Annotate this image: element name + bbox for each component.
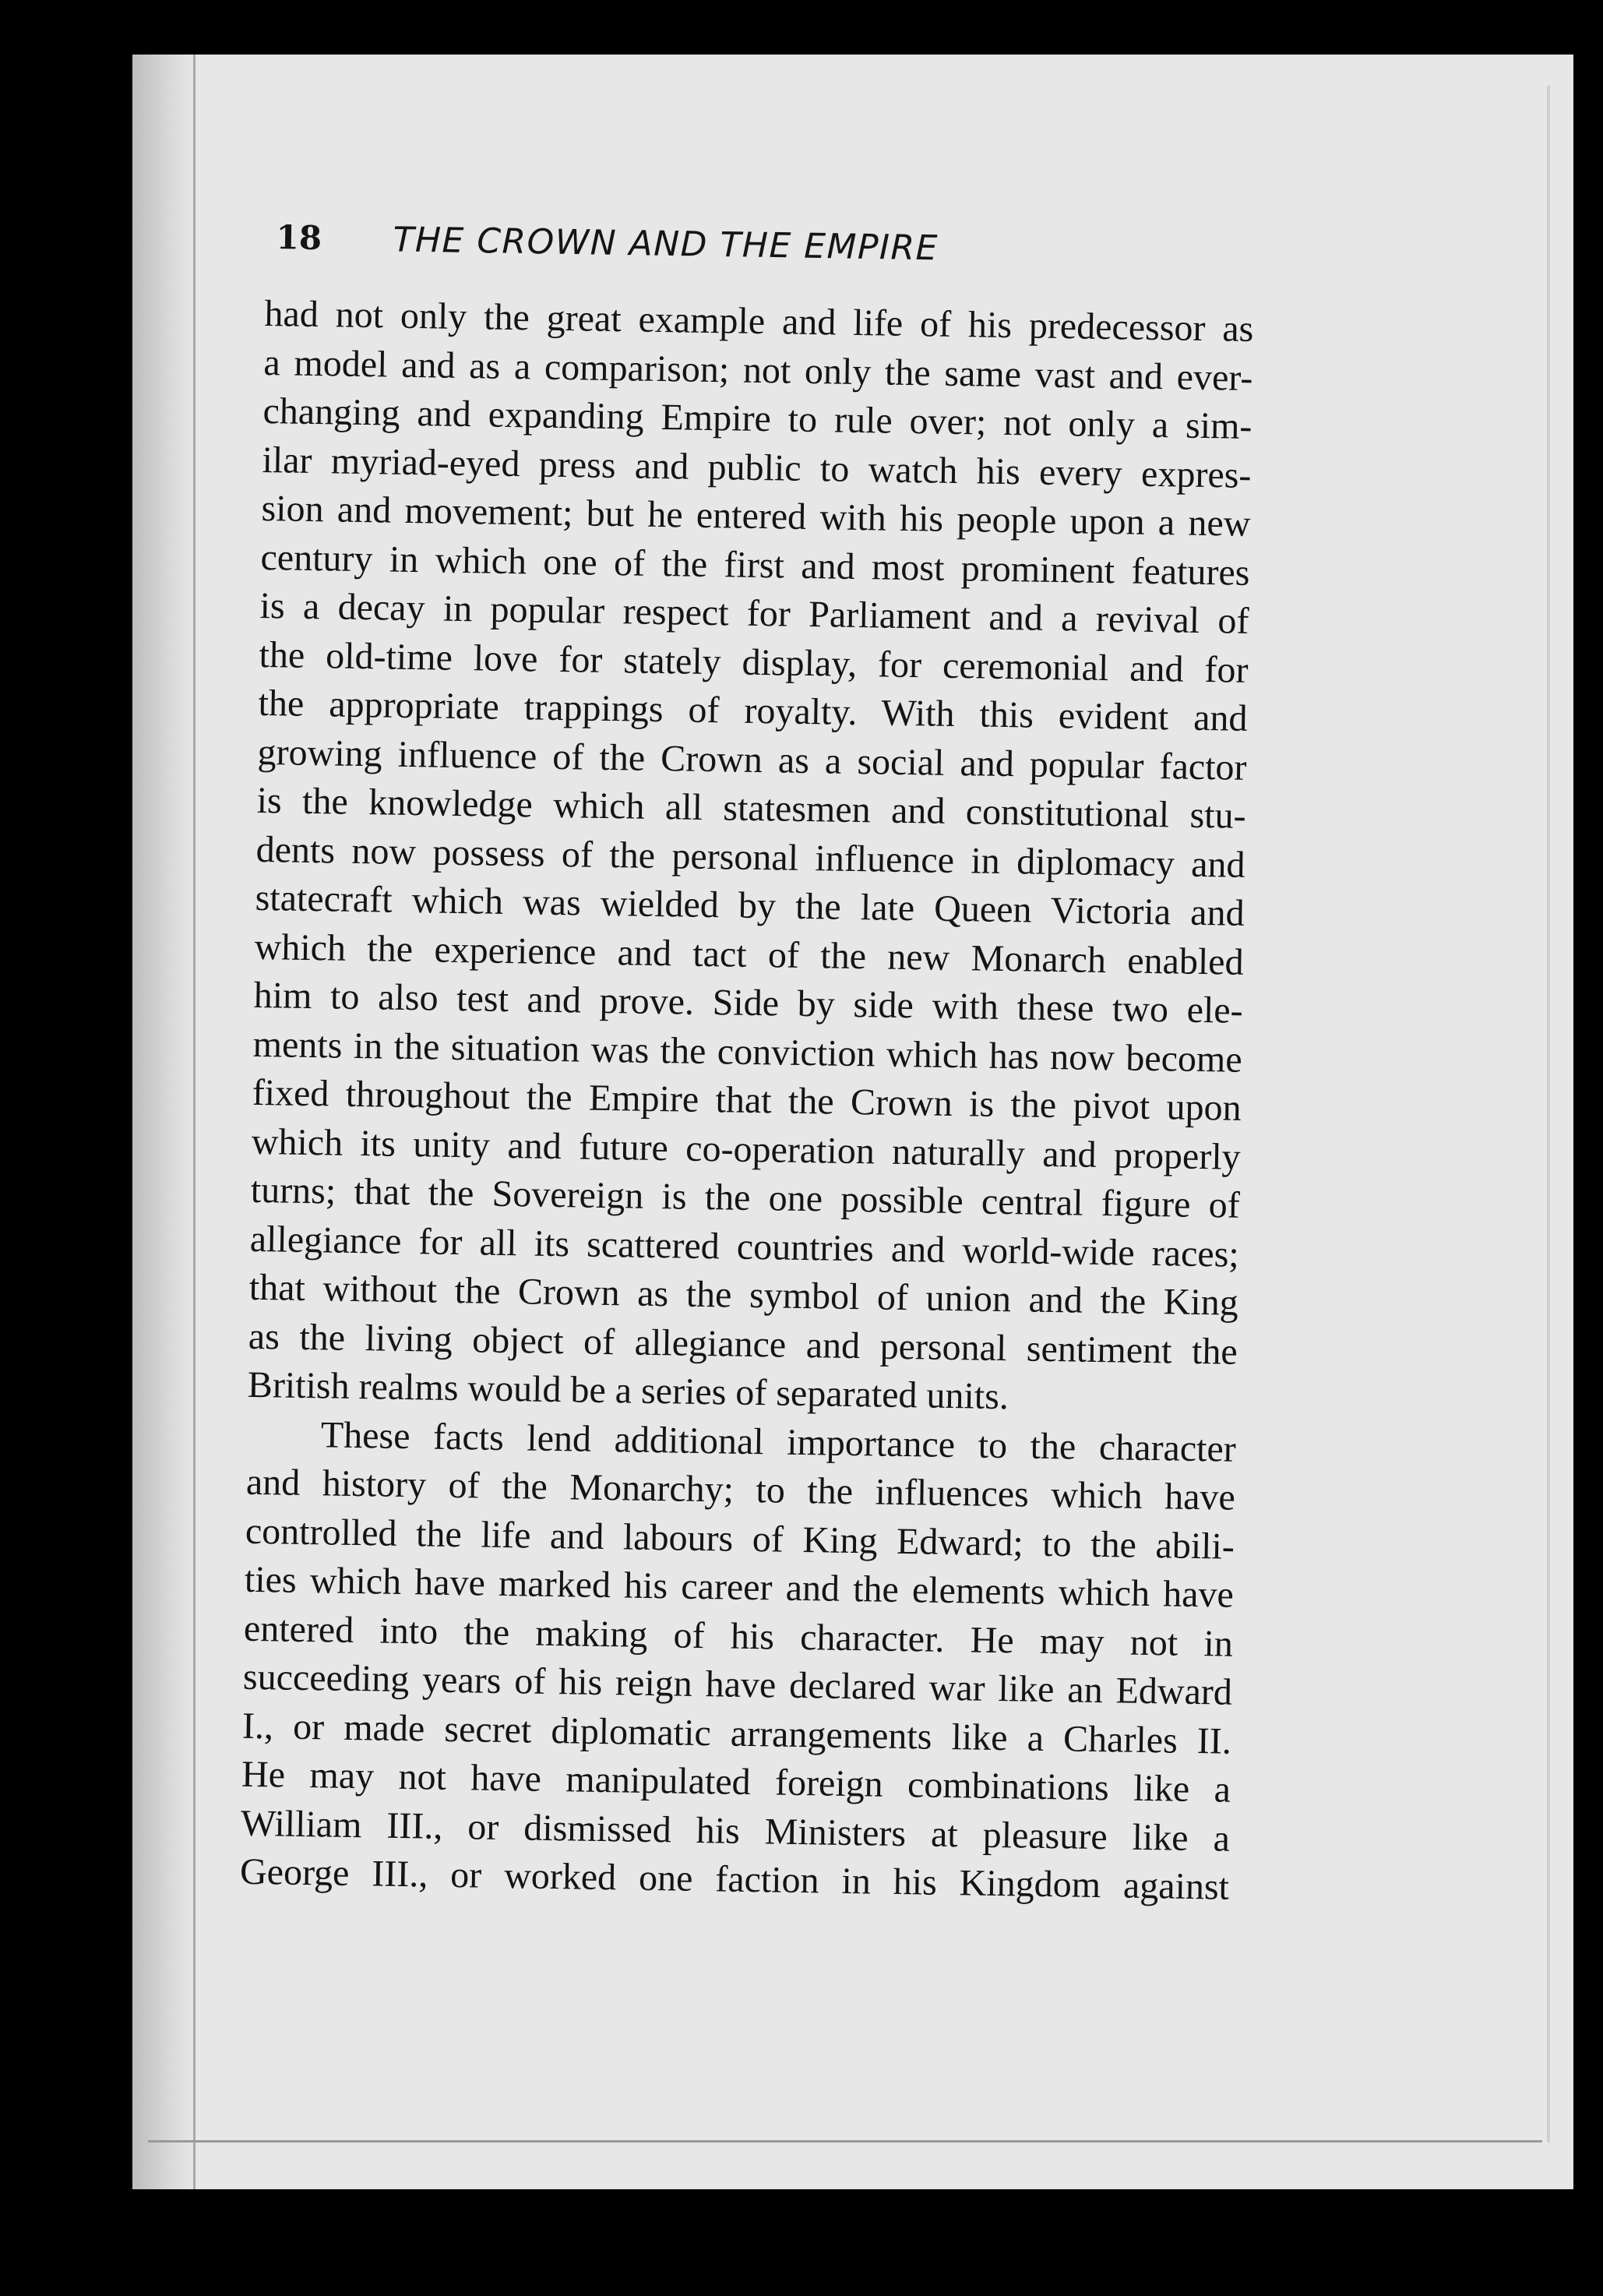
text-line: allegiance for all its scattered countries and world-wide races; xyxy=(249,1218,1240,1275)
text-line: and history of the Monarchy; to the influences which have xyxy=(245,1461,1236,1518)
text-line: controlled the life and labours of King Edward; to the abili- xyxy=(245,1510,1235,1568)
page-right-edge xyxy=(1547,86,1550,2143)
text-line: fixed throughout the Empire that the Crown is the pivot upon xyxy=(252,1071,1242,1129)
text-line: him to also test and prove. Side by side with these two ele- xyxy=(253,974,1244,1032)
text-line: dents now possess of the personal influence in diplomacy and xyxy=(255,828,1245,886)
text-line: George III., or worked one faction in his Kingdom against xyxy=(239,1850,1230,1908)
text-line: growing influence of the Crown as a social and popular factor xyxy=(257,731,1247,788)
text-line: which its unity and future co-operation naturally and properly xyxy=(251,1120,1242,1178)
text-line: turns; that the Sovereign is the one possible central figure of xyxy=(250,1169,1241,1226)
paragraph-start-line: These facts lend additional importance to the character xyxy=(320,1413,1237,1470)
text-line: William III., or dismissed his Ministers at pleasure like a xyxy=(240,1802,1231,1860)
text-line: changing and expanding Empire to rule over; not only a sim- xyxy=(262,390,1252,447)
text-line: He may not have manipulated foreign combinations like a xyxy=(241,1753,1231,1811)
text-line: which the experience and tact of the new Monarch enabled xyxy=(254,926,1245,983)
text-line: a model and as a comparison; not only the same vast and ever- xyxy=(263,341,1253,399)
text-line: is a decay in popular respect for Parliament and a revival of xyxy=(259,584,1249,642)
text-line: British realms would be a series of separated units. xyxy=(247,1363,1009,1418)
text-line: that without the Crown as the symbol of union and the King xyxy=(248,1266,1239,1324)
body-text xyxy=(240,290,1254,1912)
text-line: sion and movement; but he entered with his people upon a new xyxy=(261,487,1251,545)
text-line: is the knowledge which all statesmen and constitutional stu- xyxy=(256,779,1246,837)
page-edge-line xyxy=(193,55,196,2189)
text-line: ments in the situation was the conviction which has now become xyxy=(252,1023,1243,1081)
text-line: ties which have marked his career and the elements which have xyxy=(244,1558,1235,1616)
text-line: entered into the making of his character. He may not in xyxy=(243,1607,1234,1665)
text-line: succeeding years of his reign have declared war like an Edward xyxy=(242,1656,1233,1713)
text-line: the appropriate trappings of royalty. With this evident and xyxy=(258,682,1248,739)
text-line: I., or made secret diplomatic arrangements like a Charles II. xyxy=(241,1705,1232,1762)
text-line: had not only the great example and life of his predecessor as xyxy=(264,292,1254,350)
text-line: ilar myriad-eyed press and public to watch his every expres- xyxy=(262,439,1252,496)
text-line: the old-time love for stately display, for ceremonial and for xyxy=(259,633,1249,691)
text-line: statecraft which was wielded by the late Queen Victoria and xyxy=(255,876,1245,934)
page-gutter-shadow xyxy=(132,55,195,2189)
page-number: 18 xyxy=(276,218,322,257)
running-title: THE CROWN AND THE EMPIRE xyxy=(393,220,939,269)
page-bottom-edge xyxy=(148,2140,1542,2143)
text-line: century in which one of the first and most prominent features xyxy=(260,536,1250,594)
text-line: as the living object of allegiance and personal sentiment the xyxy=(248,1315,1238,1373)
